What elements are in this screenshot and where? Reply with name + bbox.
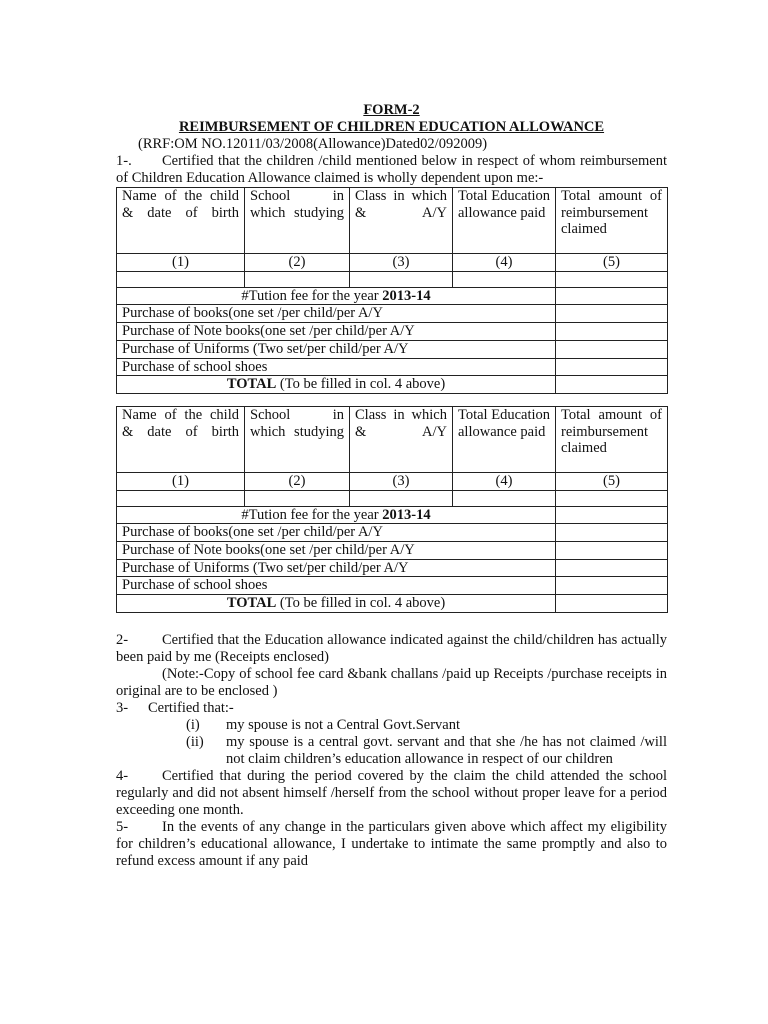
paragraph-2-number: 2- [116,631,129,648]
amount-cell[interactable] [556,340,668,358]
header-school: School in which studying [245,406,350,472]
item-label: Purchase of Uniforms (Two set/per child/per A/Y [117,340,556,358]
list-item [116,734,667,768]
header-total-claimed: Total amount of reimbursement claimed [556,188,668,254]
amount-cell[interactable] [556,323,668,341]
allowance-table-1 [116,187,668,394]
blank-cell[interactable] [453,271,556,287]
blank-cell[interactable] [245,271,350,287]
header-class: Class in which & A/Y [350,406,453,472]
list-item-number: (i) [186,716,200,733]
paragraph-5-number: 5- [116,818,129,835]
blank-cell[interactable] [556,271,668,287]
paragraph-1 [116,153,667,187]
list-item-text: my spouse is a central govt. servant and that she /he has not claimed /will not claim children’s education allowance in respect of our children [226,733,667,767]
header-total-paid: Total Education allowance paid [453,406,556,472]
item-label: Purchase of Note books(one set /per child/per A/Y [117,323,556,341]
tuition-row [117,506,668,524]
item-label: Purchase of Uniforms (Two set/per child/per A/Y [117,559,556,577]
paragraph-2 [116,632,667,666]
item-row [117,358,668,376]
amount-cell[interactable] [556,376,668,394]
tuition-row [117,287,668,305]
blank-cell[interactable] [245,490,350,506]
header-class: Class in which & A/Y [350,188,453,254]
list-item [116,717,667,734]
col-number: (5) [556,472,668,490]
amount-cell[interactable] [556,358,668,376]
item-label: Purchase of school shoes [117,358,556,376]
amount-cell[interactable] [556,542,668,560]
col-number: (2) [245,254,350,272]
item-row [117,559,668,577]
col-number: (5) [556,254,668,272]
amount-cell[interactable] [556,506,668,524]
blank-cell[interactable] [453,490,556,506]
blank-cell[interactable] [556,490,668,506]
blank-cell[interactable] [117,490,245,506]
form-page [116,102,667,870]
total-row [117,595,668,613]
paragraph-4 [116,768,667,819]
item-label: Purchase of school shoes [117,577,556,595]
paragraph-3-number: 3- [116,699,129,716]
tuition-label: #Tution fee for the year 2013-14 [117,287,556,305]
col-number: (4) [453,472,556,490]
blank-cell[interactable] [350,490,453,506]
list-item-text: my spouse is not a Central Govt.Servant [226,716,460,733]
blank-cell[interactable] [350,271,453,287]
amount-cell[interactable] [556,287,668,305]
total-label: TOTAL (To be filled in col. 4 above) [117,595,556,613]
column-number-row [117,472,668,490]
col-number: (1) [117,472,245,490]
header-total-paid: Total Education allowance paid [453,188,556,254]
amount-cell[interactable] [556,595,668,613]
paragraph-4-number: 4- [116,767,129,784]
col-number: (4) [453,254,556,272]
blank-cell[interactable] [117,271,245,287]
item-row [117,323,668,341]
paragraph-1-number: 1-. [116,153,132,169]
total-row [117,376,668,394]
item-label: Purchase of books(one set /per child/per A/Y [117,305,556,323]
item-label: Purchase of books(one set /per child/per A/Y [117,524,556,542]
tuition-label: #Tution fee for the year 2013-14 [117,506,556,524]
item-label: Purchase of Note books(one set /per child/per A/Y [117,542,556,560]
item-row [117,577,668,595]
item-row [117,524,668,542]
col-number: (2) [245,472,350,490]
col-number: (1) [117,254,245,272]
amount-cell[interactable] [556,559,668,577]
amount-cell[interactable] [556,524,668,542]
paragraph-4-text: Certified that during the period covered by the claim the child attended the school regularly and did not absent himself /herself from the school without proper leave for a period exceeding one month. [116,767,667,818]
list-item-number: (ii) [186,733,204,750]
total-label: TOTAL (To be filled in col. 4 above) [117,376,556,394]
item-row [117,542,668,560]
header-name-dob: Name of the child & date of birth [117,188,245,254]
reference-line: (RRF:OM NO.12011/03/2008(Allowance)Dated02/092009) [138,136,488,152]
header-school: School in which studying [245,188,350,254]
col-number: (3) [350,254,453,272]
blank-entry-row [117,490,668,506]
header-name-dob: Name of the child & date of birth [117,406,245,472]
amount-cell[interactable] [556,577,668,595]
header-total-claimed: Total amount of reimbursement claimed [556,406,668,472]
item-row [117,340,668,358]
form-heading: REIMBURSEMENT OF CHILDREN EDUCATION ALLOWANCE [178,119,605,135]
column-number-row [117,254,668,272]
amount-cell[interactable] [556,305,668,323]
paragraph-3 [116,700,667,717]
blank-entry-row [117,271,668,287]
table-header-row [117,188,668,254]
paragraph-2-note: (Note:-Copy of school fee card &bank challans /paid up Receipts /purchase receipts in original are to be enclosed ) [116,665,667,699]
paragraph-5 [116,819,667,870]
paragraph-5-text: In the events of any change in the particulars given above which affect my eligibility for children’s educational allowance, I undertake to intimate the same promptly and also to refund excess amount if any paid [116,818,667,869]
table-header-row [117,406,668,472]
paragraph-3-text: Certified that:- [148,699,234,716]
col-number: (3) [350,472,453,490]
form-number: FORM-2 [363,102,420,118]
allowance-table-2 [116,406,668,613]
paragraph-1-text: Certified that the children /child mentioned below in respect of whom reimbursement of Children Education Allowance claimed is wholly dependent upon me:- [116,153,667,186]
paragraph-2-text: Certified that the Education allowance indicated against the child/children has actually been paid by me (Receipts enclosed) [116,631,667,665]
item-row [117,305,668,323]
